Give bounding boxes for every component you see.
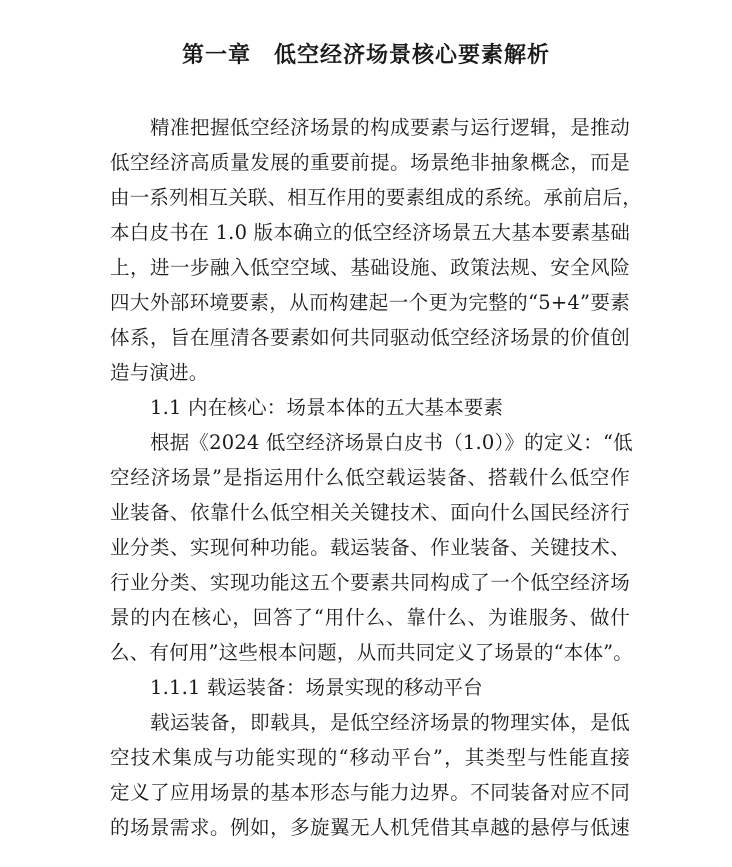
paragraph-line: 本白皮书在 1.0 版本确立的低空经济场景五大基本要素基础: [110, 221, 630, 244]
paragraph-line: 空技术集成与功能实现的“移动平台”，其类型与性能直接: [110, 746, 630, 769]
paragraph-line: 业装备、依靠什么低空相关关键技术、面向什么国民经济行: [110, 501, 630, 524]
paragraph-line: 定义了应用场景的基本形态与能力边界。不同装备对应不同: [110, 781, 630, 804]
paragraph-line: 空经济场景”是指运用什么低空载运装备、搭载什么低空作: [110, 466, 630, 489]
paragraph-line: 体系，旨在厘清各要素如何共同驱动低空经济场景的价值创: [110, 326, 630, 349]
paragraph-line: 由一系列相互关联、相互作用的要素组成的系统。承前启后，: [110, 186, 642, 209]
body-text: [110, 110, 642, 845]
paragraph-line: 业分类、实现何种功能。载运装备、作业装备、关键技术、: [110, 536, 630, 559]
paragraph-line: 精准把握低空经济场景的构成要素与运行逻辑，是推动: [150, 116, 630, 139]
paragraph-line: 么、有何用”这些根本问题，从而共同定义了场景的“本体”。: [110, 641, 634, 664]
subsection-heading: 1.1.1 载运装备：场景实现的移动平台: [150, 676, 483, 699]
paragraph-line: 低空经济高质量发展的重要前提。场景绝非抽象概念，而是: [110, 151, 630, 174]
chapter-title: 第一章 低空经济场景核心要素解析: [181, 43, 550, 68]
section-heading: 1.1 内在核心：场景本体的五大基本要素: [150, 396, 504, 419]
paragraph-line: 根据《2024 低空经济场景白皮书（1.0）》的定义：“低: [150, 431, 633, 454]
paragraph-line: 造与演进。: [110, 361, 209, 384]
paragraph-line: 上，进一步融入低空空域、基础设施、政策法规、安全风险: [110, 256, 630, 279]
paragraph-line: 景的内在核心，回答了“用什么、靠什么、为谁服务、做什: [110, 606, 630, 629]
paragraph-line: 的场景需求。例如，多旋翼无人机凭借其卓越的悬停与低速: [110, 816, 630, 839]
paragraph-line: 四大外部环境要素，从而构建起一个更为完整的“5+4”要素: [110, 291, 630, 314]
paragraph-line: 行业分类、实现功能这五个要素共同构成了一个低空经济场: [110, 571, 630, 594]
paragraph-line: 载运装备，即载具，是低空经济场景的物理实体，是低: [150, 711, 630, 734]
